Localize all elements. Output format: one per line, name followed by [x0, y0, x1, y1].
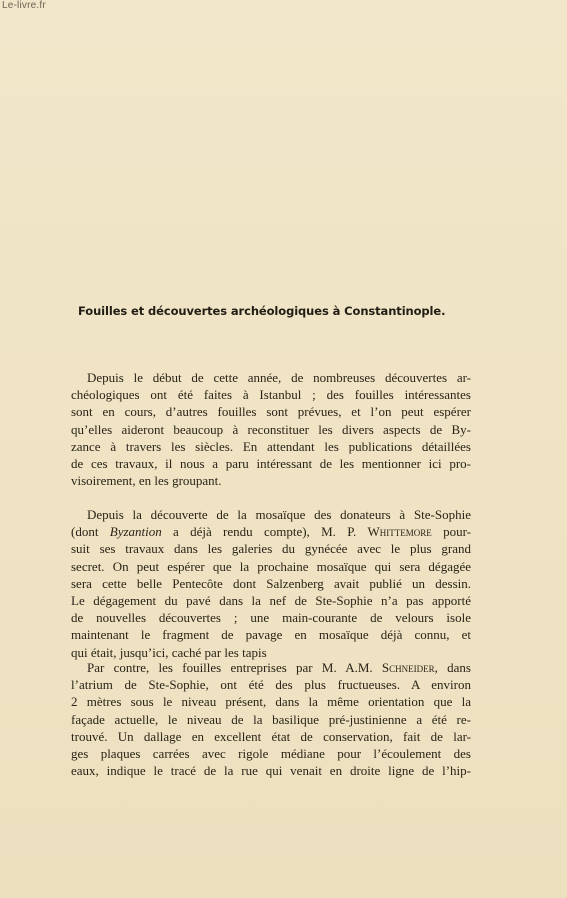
text-line: 2 mètres sous le niveau présent, dans la même orientation que la: [71, 694, 471, 710]
text-line: sont en cours, d’autres fouilles sont prévues, et l’on peut espérer: [71, 404, 471, 420]
text-line: trouvé. Un dallage en excellent état de conservation, fait de lar-: [71, 728, 471, 744]
text-line: chéologiques ont été faites à Istanbul ; des fouilles intéressantes: [71, 387, 471, 403]
text-line: eaux, indique le tracé de la rue qui venait en droite ligne de l’hip-: [71, 763, 471, 779]
paragraph-3: [71, 659, 471, 779]
text-line: qui était, jusqu’ici, caché par les tapis: [71, 644, 267, 660]
text-line: de ces travaux, il nous a paru intéressant de les mentionner ici pro-: [71, 456, 471, 472]
text-line: de nouvelles découvertes ; une main-courante de velours isole: [71, 610, 471, 626]
text-line: sera cette belle Pentecôte dont Salzenberg avait publié un dessin.: [71, 575, 471, 591]
text-fragment: (dont: [71, 524, 110, 540]
text-line: l’atrium de Ste-Sophie, ont été des plus fructueuses. A environ: [71, 677, 471, 693]
text-fragment: Par contre, les fouilles entreprises par M. A.M.: [87, 660, 382, 675]
text-line: visoirement, en les groupant.: [71, 473, 222, 489]
text-fragment: , dans: [434, 660, 471, 675]
journal-name: Byzantion: [109, 524, 162, 540]
text-line: Depuis le début de cette année, de nombreuses découvertes ar-: [87, 370, 471, 385]
text-fragment: a déjà rendu compte), M. P.: [161, 524, 368, 540]
person-name: Whittemore: [367, 524, 432, 540]
text-line: qu’elles aideront beaucoup à reconstituer les divers aspects de By-: [71, 421, 471, 437]
text-line: zance à travers les siècles. En attendant les publications détaillées: [71, 438, 471, 454]
text-line: ges plaques carrées avec rigole médiane pour l’écoulement des: [71, 746, 471, 762]
paragraph-1: [71, 369, 471, 489]
article-title: Fouilles et découvertes archéologiques à Constantinople.: [78, 304, 446, 318]
person-name: Schneider: [381, 660, 435, 675]
text-line-with-emphasis: [71, 523, 471, 540]
text-line: Depuis la découverte de la mosaïque des donateurs à Ste-Sophie: [87, 507, 471, 522]
text-fragment: pour-: [431, 524, 471, 540]
text-line: façade actuelle, le niveau de la basilique pré-justinienne a été re-: [71, 711, 471, 727]
text-line: maintenant le fragment de pavage en mosaïque déjà connu, et: [71, 627, 471, 643]
text-line: suit ses travaux dans les galeries du gynécée avec le plus grand: [71, 541, 471, 557]
watermark-logo: Le-livre.fr: [2, 0, 46, 11]
text-line: secret. On peut espérer que la prochaine mosaïque qui sera dégagée: [71, 558, 471, 574]
text-line-with-emphasis: [71, 659, 471, 676]
text-line: Le dégagement du pavé dans la nef de Ste-Sophie n’a pas apporté: [71, 593, 471, 609]
paragraph-2: [71, 506, 471, 661]
